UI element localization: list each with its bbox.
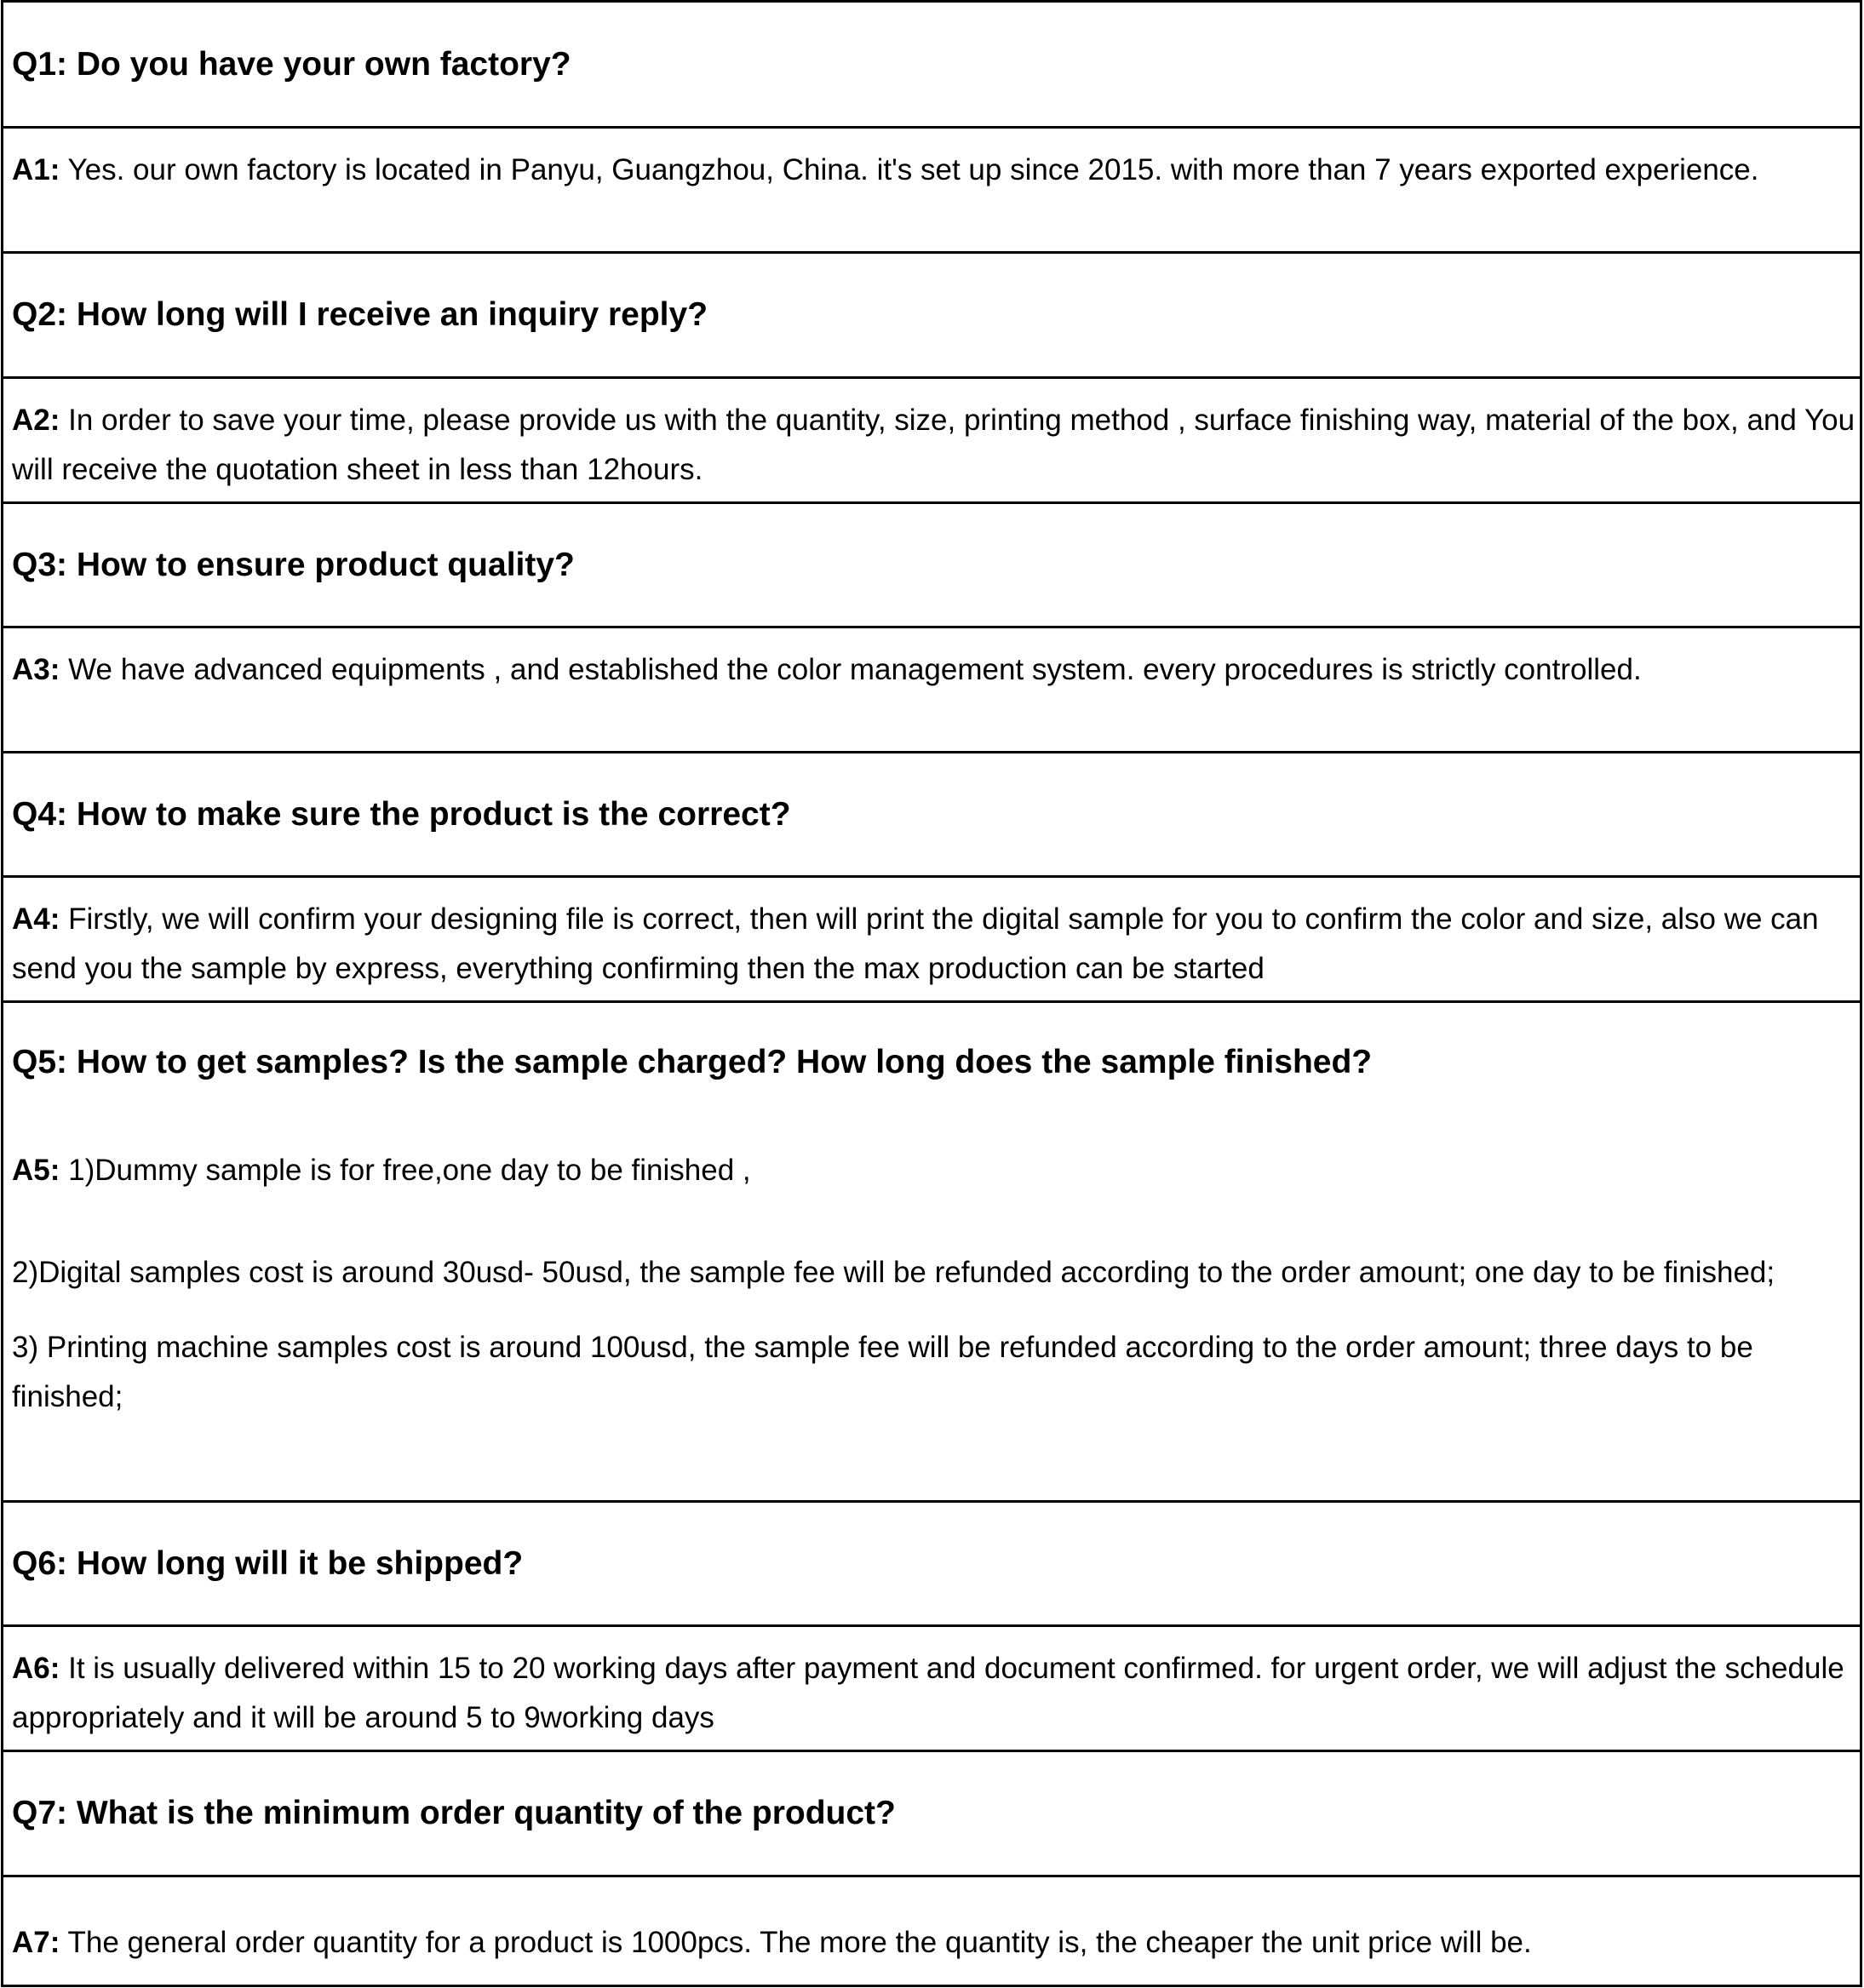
answer-label: A6:	[12, 1652, 60, 1685]
question-text: Q4: How to make sure the product is the correct?	[12, 795, 791, 833]
faq-answer-4	[1, 875, 1862, 1000]
faq-answer-5	[1, 1125, 1862, 1500]
faq-question-4	[1, 751, 1862, 875]
answer-label: A5:	[12, 1154, 60, 1187]
faq-question-2	[1, 251, 1862, 376]
faq-answer-2	[1, 376, 1862, 501]
faq-answer-6	[1, 1624, 1862, 1750]
answer-text: We have advanced equipments , and established the color management system. every procedures is strictly controlled.	[60, 653, 1642, 686]
answer-text: In order to save your time, please provide us with the quantity, size, printing method , surface finishing way, material of the box, and You will receive the quotation sheet in less than 12hours.	[12, 404, 1855, 486]
question-text: Q1: Do you have your own factory?	[12, 45, 571, 83]
faq-question-3	[1, 501, 1862, 626]
question-text: Q7: What is the minimum order quantity of the product?	[12, 1795, 896, 1831]
faq-answer-3	[1, 626, 1862, 751]
question-text: Q6: How long will it be shipped?	[12, 1544, 524, 1582]
answer-text-line-2: 2)Digital samples cost is around 30usd- 50usd, the sample fee will be refunded according to the order amount; one day to be finished;	[12, 1256, 1775, 1289]
answer-text: Yes. our own factory is located in Panyu, Guangzhou, China. it's set up since 2015. with more than 7 years exported experience.	[60, 153, 1759, 186]
answer-label: A3:	[12, 653, 60, 686]
faq-question-5	[1, 1000, 1862, 1125]
faq-question-6	[1, 1500, 1862, 1624]
faq-answer-7	[1, 1875, 1862, 1987]
answer-text-line-3: 3) Printing machine samples cost is around 100usd, the sample fee will be refunded according to the order amount; three days to be finished;	[12, 1331, 1753, 1413]
answer-label: A4:	[12, 902, 60, 936]
answer-text: Firstly, we will confirm your designing file is correct, then will print the digital sample for you to confirm the color and size, also we can send you the sample by express, everything confirming then the max production can be started	[12, 902, 1819, 985]
faq-question-7	[1, 1750, 1862, 1875]
question-text: Q2: How long will I receive an inquiry reply?	[12, 296, 708, 333]
faq-question-1	[1, 0, 1862, 126]
question-text: Q5: How to get samples? Is the sample charged? How long does the sample finished?	[12, 1044, 1373, 1080]
answer-label: A1:	[12, 153, 60, 186]
answer-text: The general order quantity for a product is 1000pcs. The more the quantity is, the cheaper the unit price will be.	[60, 1926, 1532, 1959]
answer-text-line-1: 1)Dummy sample is for free,one day to be finished ,	[60, 1154, 751, 1187]
answer-text: It is usually delivered within 15 to 20 working days after payment and document confirmed. for urgent order, we will adjust the schedule appropriately and it will be around 5 to 9working days	[12, 1652, 1844, 1734]
answer-label: A7:	[12, 1926, 60, 1959]
answer-label: A2:	[12, 404, 60, 437]
question-text: Q3: How to ensure product quality?	[12, 546, 575, 583]
faq-answer-1	[1, 126, 1862, 251]
